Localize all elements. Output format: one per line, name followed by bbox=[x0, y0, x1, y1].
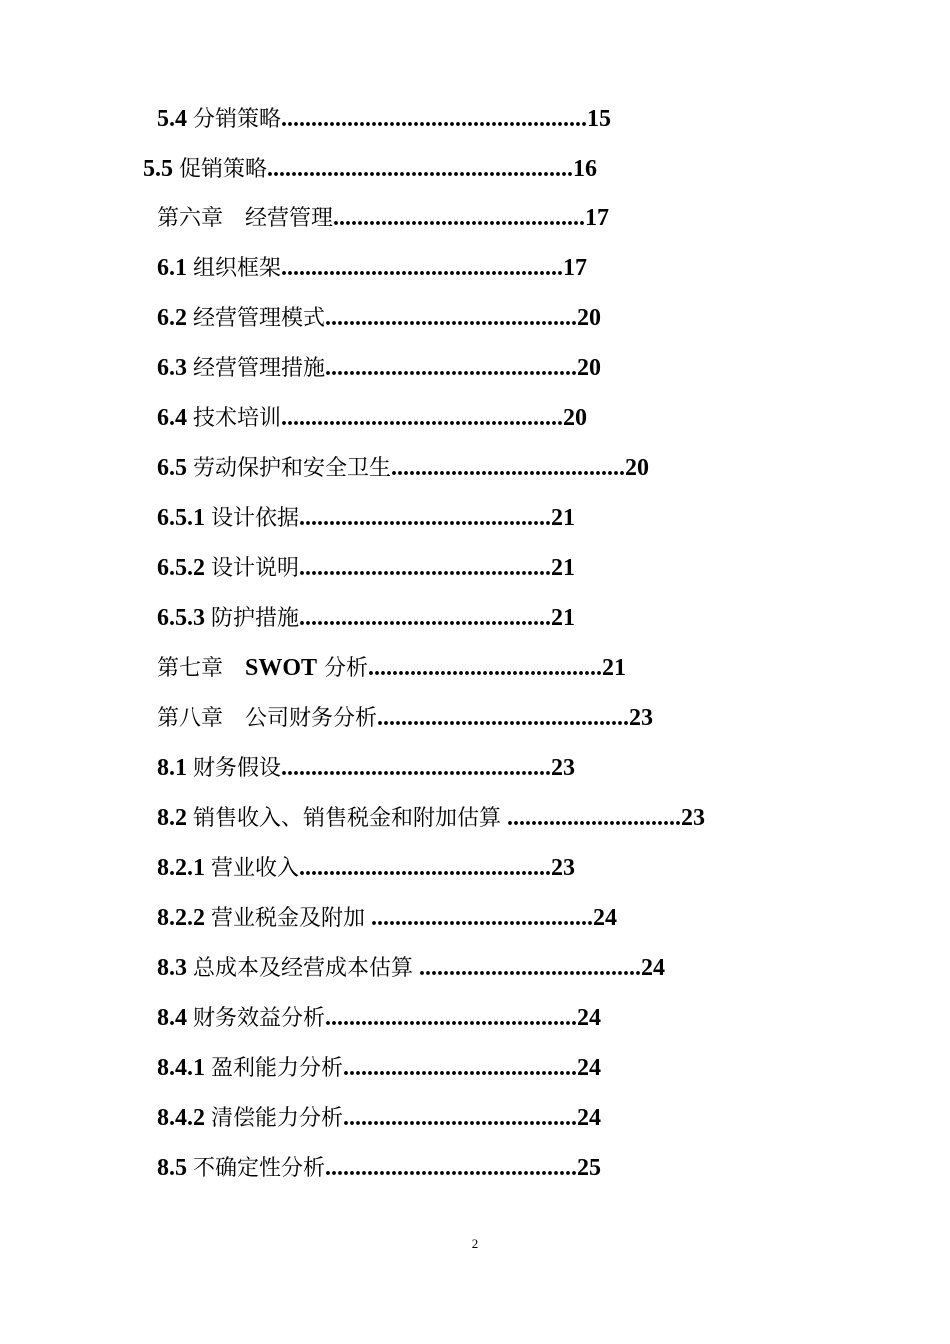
toc-page: 23 bbox=[551, 855, 576, 881]
toc-title: 防护措施 bbox=[211, 606, 300, 631]
toc-page: 17 bbox=[563, 255, 588, 281]
toc-page: 17 bbox=[585, 205, 610, 231]
toc-entry[interactable] bbox=[157, 401, 697, 435]
toc-title: 财务效益分析 bbox=[193, 1006, 326, 1031]
toc-page: 21 bbox=[602, 655, 627, 681]
toc-leader: ................................................... bbox=[267, 156, 574, 182]
toc-number: 8.2 bbox=[157, 805, 193, 831]
toc-number: 8.2.2 bbox=[157, 905, 211, 931]
toc-entry[interactable] bbox=[157, 701, 757, 735]
toc-number: 6.5.2 bbox=[157, 555, 211, 581]
toc-entry[interactable] bbox=[157, 651, 767, 685]
toc-page: 20 bbox=[625, 455, 650, 481]
toc-title: 设计说明 bbox=[211, 556, 300, 581]
toc-page: 23 bbox=[551, 755, 576, 781]
toc-title: 清偿能力分析 bbox=[211, 1106, 344, 1131]
toc-entry[interactable] bbox=[157, 301, 717, 335]
toc-title: 不确定性分析 bbox=[193, 1156, 326, 1181]
toc-entry[interactable] bbox=[157, 851, 697, 885]
toc-entry[interactable] bbox=[157, 601, 687, 635]
toc-entry[interactable] bbox=[157, 501, 687, 535]
toc-title-suffix: 分析 bbox=[317, 656, 369, 681]
toc-leader: ............................................... bbox=[281, 405, 564, 431]
toc-page: 23 bbox=[681, 805, 706, 831]
toc-title: 营业收入 bbox=[211, 856, 300, 881]
toc-page: 21 bbox=[551, 555, 576, 581]
toc-entry[interactable] bbox=[157, 751, 702, 785]
toc-title: 第八章 公司财务分析 bbox=[157, 706, 378, 731]
toc-leader: .......................................... bbox=[325, 305, 578, 331]
toc-title: 经营管理模式 bbox=[193, 306, 326, 331]
toc-title: 劳动保护和安全卫生 bbox=[193, 456, 392, 481]
toc-title: 组织框架 bbox=[193, 256, 282, 281]
toc-number: 6.5.3 bbox=[157, 605, 211, 631]
toc-leader: .......................................... bbox=[299, 555, 552, 581]
toc-page: 24 bbox=[577, 1105, 602, 1131]
toc-leader: .......................................... bbox=[325, 1005, 578, 1031]
toc-number: SWOT bbox=[245, 655, 318, 681]
toc-page: 24 bbox=[577, 1055, 602, 1081]
toc-leader: .......................................... bbox=[299, 505, 552, 531]
toc-entry[interactable] bbox=[157, 451, 747, 485]
toc-entry[interactable] bbox=[157, 901, 727, 935]
toc-leader: ............................................... bbox=[281, 255, 564, 281]
toc-entry[interactable] bbox=[143, 152, 713, 186]
toc-leader: ....................................... bbox=[391, 455, 626, 481]
toc-entry[interactable] bbox=[157, 251, 697, 285]
toc-leader: ............................. bbox=[501, 805, 682, 831]
toc-number: 6.5.1 bbox=[157, 505, 211, 531]
toc-number: 6.5 bbox=[157, 455, 193, 481]
toc-title: 盈利能力分析 bbox=[211, 1056, 344, 1081]
toc-number: 6.3 bbox=[157, 355, 193, 381]
toc-leader: .......................................... bbox=[325, 1155, 578, 1181]
toc-entry[interactable] bbox=[157, 1151, 737, 1185]
toc-title: 第七章 bbox=[157, 656, 246, 681]
toc-entry[interactable] bbox=[157, 1101, 722, 1135]
toc-entry[interactable] bbox=[157, 201, 737, 235]
toc-number: 8.3 bbox=[157, 955, 193, 981]
toc-page: 21 bbox=[551, 505, 576, 531]
toc-page: 20 bbox=[577, 305, 602, 331]
toc-leader: .......................................... bbox=[333, 205, 586, 231]
toc-number: 5.4 bbox=[157, 106, 193, 132]
toc-page: 24 bbox=[593, 905, 618, 931]
toc-number: 8.4.2 bbox=[157, 1105, 211, 1131]
toc-title: 财务假设 bbox=[193, 756, 282, 781]
toc-page: 20 bbox=[563, 405, 588, 431]
toc-leader: .......................................... bbox=[377, 705, 630, 731]
toc-entry[interactable] bbox=[157, 102, 727, 136]
toc-page: 20 bbox=[577, 355, 602, 381]
toc-page: 16 bbox=[573, 156, 598, 182]
toc-leader: .......................................... bbox=[299, 855, 552, 881]
toc-page: 25 bbox=[577, 1155, 602, 1181]
toc-page: 21 bbox=[551, 605, 576, 631]
toc-title: 销售收入、销售税金和附加估算 bbox=[193, 806, 502, 831]
toc-number: 8.5 bbox=[157, 1155, 193, 1181]
toc-leader: ................................................... bbox=[281, 106, 588, 132]
toc-title: 总成本及经营成本估算 bbox=[193, 956, 414, 981]
toc-entry[interactable] bbox=[157, 1001, 727, 1035]
toc-title: 设计依据 bbox=[211, 506, 300, 531]
toc-number: 8.4.1 bbox=[157, 1055, 211, 1081]
page-number: 2 bbox=[471, 1236, 479, 1251]
toc-title: 经营管理措施 bbox=[193, 356, 326, 381]
toc-entry[interactable] bbox=[157, 801, 797, 835]
toc-title: 第六章 经营管理 bbox=[157, 206, 334, 231]
toc-leader: ..................................... bbox=[413, 955, 642, 981]
toc-leader: ....................................... bbox=[343, 1105, 578, 1131]
toc-title: 技术培训 bbox=[193, 406, 282, 431]
toc-title: 分销策略 bbox=[193, 107, 282, 132]
toc-title: 营业税金及附加 bbox=[211, 906, 366, 931]
toc-number: 5.5 bbox=[143, 156, 179, 182]
toc-entry[interactable] bbox=[157, 351, 717, 385]
toc-leader: ....................................... bbox=[368, 655, 603, 681]
toc-page: 15 bbox=[587, 106, 612, 132]
toc-page: 24 bbox=[577, 1005, 602, 1031]
toc-leader: ............................................. bbox=[281, 755, 552, 781]
toc-number: 8.2.1 bbox=[157, 855, 211, 881]
toc-leader: .......................................... bbox=[325, 355, 578, 381]
toc-page: 23 bbox=[629, 705, 654, 731]
toc-number: 8.4 bbox=[157, 1005, 193, 1031]
toc-entry[interactable] bbox=[157, 1051, 722, 1085]
toc-leader: ....................................... bbox=[343, 1055, 578, 1081]
toc-leader: .......................................... bbox=[299, 605, 552, 631]
toc-number: 6.2 bbox=[157, 305, 193, 331]
toc-number: 6.1 bbox=[157, 255, 193, 281]
toc-number: 6.4 bbox=[157, 405, 193, 431]
toc-leader: ..................................... bbox=[365, 905, 594, 931]
toc-entry[interactable] bbox=[157, 951, 757, 985]
toc-title: 促销策略 bbox=[179, 157, 268, 182]
toc-entry[interactable] bbox=[157, 551, 687, 585]
toc-page: 24 bbox=[641, 955, 666, 981]
toc-number: 8.1 bbox=[157, 755, 193, 781]
